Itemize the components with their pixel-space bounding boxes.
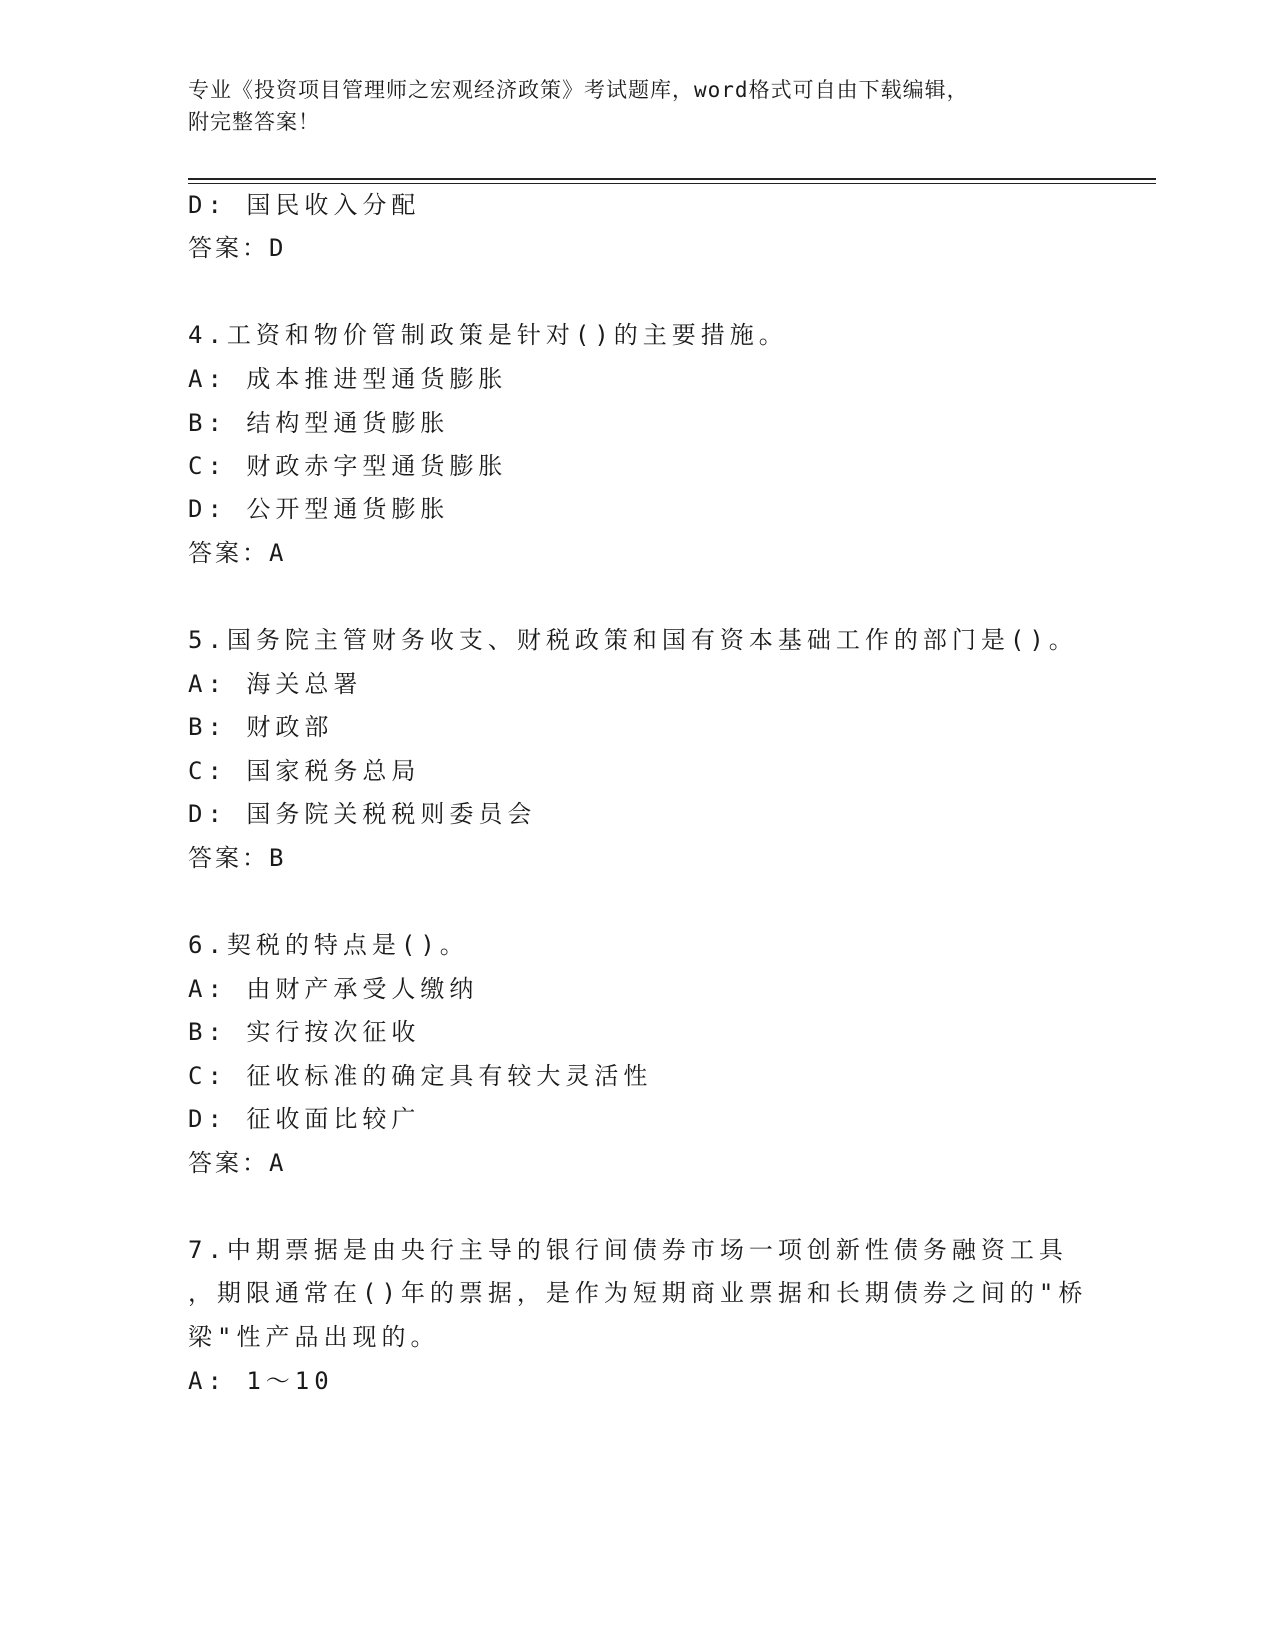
header-line-1: 专业《投资项目管理师之宏观经济政策》考试题库，word格式可自由下载编辑，: [188, 78, 969, 102]
q4-option-c: C: 财政赤字型通货膨胀: [188, 452, 508, 480]
header-divider-thick: [188, 178, 1156, 180]
q7-stem-line-2: ，期限通常在()年的票据，是作为短期商业票据和长期债券之间的"桥: [188, 1279, 1088, 1307]
q6-option-d: D: 征收面比较广: [188, 1105, 421, 1133]
q5-option-b: B: 财政部: [188, 713, 334, 741]
header-line-2: 附完整答案！: [188, 110, 320, 134]
q6-stem: 6.契税的特点是()。: [188, 931, 469, 959]
q6-option-b: B: 实行按次征收: [188, 1018, 421, 1046]
q5-option-c: C: 国家税务总局: [188, 757, 421, 785]
q4-option-d: D: 公开型通货膨胀: [188, 495, 450, 523]
q7-stem-line-3: 梁"性产品出现的。: [188, 1323, 440, 1351]
q4-option-a: A: 成本推进型通货膨胀: [188, 365, 508, 393]
q5-answer: 答案：B: [188, 844, 287, 872]
q4-answer: 答案：A: [188, 539, 287, 567]
q6-answer: 答案：A: [188, 1149, 287, 1177]
q5-stem: 5.国务院主管财务收支、财税政策和国有资本基础工作的部门是()。: [188, 626, 1078, 654]
q5-option-a: A: 海关总署: [188, 670, 363, 698]
q5-option-d: D: 国务院关税税则委员会: [188, 800, 537, 828]
document-header: [188, 74, 1088, 138]
q4-stem: 4.工资和物价管制政策是针对()的主要措施。: [188, 321, 788, 349]
header-divider-thin: [188, 183, 1156, 184]
q6-option-a: A: 由财产承受人缴纳: [188, 975, 479, 1003]
q3-answer: 答案：D: [188, 234, 287, 262]
q6-option-c: C: 征收标准的确定具有较大灵活性: [188, 1062, 653, 1090]
q3-option-d: D: 国民收入分配: [188, 191, 421, 219]
q7-stem-line-1: 7.中期票据是由央行主导的银行间债券市场一项创新性债务融资工具: [188, 1236, 1068, 1264]
q7-option-a: A: 1～10: [188, 1367, 334, 1395]
q4-option-b: B: 结构型通货膨胀: [188, 409, 450, 437]
